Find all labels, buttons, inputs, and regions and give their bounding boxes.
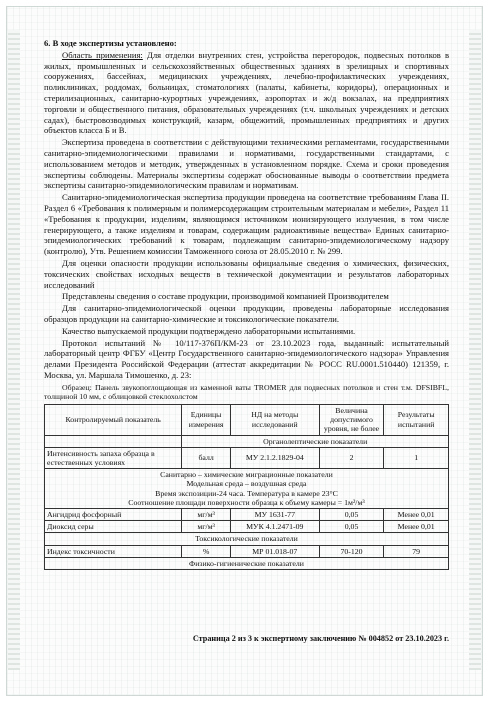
migration-note: Модельная среда – воздушная среда xyxy=(186,479,307,489)
cell-limit: 0,05 xyxy=(319,508,384,520)
scope-text: Для отделки внутренних стен, устройства перегородок, подвесных потолков в жилых, промышленных и сельскохозяйственных общественных зданиях в зрелищных и спортивных сооружениях, бассейнах, медицинских учреждениях, лечебно-профилактических учреждениях, поликлиниках, роддомах, больницах, стоматологиях (палаты, кабинеты, коридоры), операционных и стерилизационных, санитарно-курортных учреждениях, аэропортах и ж/д вокзалах, на предприятиях торговли и общественного питания, образовательных учреждениях (т.ч. школьных учреждениях и детских садах), быстровозводимых конструкций, казарм, общежитий, промышленных предприятиях и других объектов класса Б и В. xyxy=(44,49,450,136)
section-migration xyxy=(45,469,449,509)
header-indicator: Контролируемый показатель xyxy=(45,404,182,435)
table-section-row xyxy=(45,469,449,509)
cell-unit: мг/м³ xyxy=(182,521,230,533)
cell-result: Менее 0,01 xyxy=(384,521,449,533)
cell-method: МР 01.018-07 xyxy=(230,545,319,557)
header-unit: Единицы измерения xyxy=(182,404,230,435)
table-row xyxy=(45,521,449,533)
paragraph-protocol: Протокол испытаний № 10/117-376П/КМ-23 от 23.10.2023 года, выданный: испытательный лабораторный центр ФГБУ «Центр Государственного санитарно-эпидемиологического надзора» Управления делами Президента Российской Федерации (аттестат аккредитации № РОСС RU.0001.510440) 121359, г. Москва, ул. Маршала Тимошенко, д. 23: xyxy=(44,337,449,380)
cell-limit: 2 xyxy=(319,447,384,468)
paragraph-hazard: Для оценки опасности продукции использованы официальные сведения о химических, физических, токсических свойствах исходных веществ в технической документации и результатов лабораторных исследований xyxy=(44,257,449,290)
migration-title: Санитарно – химические миграционные показатели xyxy=(160,470,333,480)
section-organoleptic: Органолептические показатели xyxy=(182,435,449,447)
cell-limit: 0,05 xyxy=(319,521,384,533)
cell-limit: 70-120 xyxy=(319,545,384,557)
cell-unit: % xyxy=(182,545,230,557)
cell-result: 79 xyxy=(384,545,449,557)
header-method: НД на методы исследований xyxy=(230,404,319,435)
header-result: Результаты испытаний xyxy=(384,404,449,435)
section-title: 6. В ходе экспертизы установлено: xyxy=(44,38,177,48)
migration-note: Соотношение площади поверхности образца к объему камеры = 1м²/м³ xyxy=(128,497,365,507)
sample-caption: Образец: Панель звукопоглощающая из каменной ваты TROMER для подвесных потолков и стен т.м. DFSIBFL, толщиной 10 мм, с облицовкой стеклохолстом xyxy=(44,382,449,402)
cell-indicator: Индекс токсичности xyxy=(45,545,182,557)
table-section-row xyxy=(45,435,449,447)
cell-unit: мг/м³ xyxy=(182,508,230,520)
table-row xyxy=(45,545,449,557)
cell-indicator: Ангидрид фосфорный xyxy=(45,508,182,520)
migration-note: Время экспозиции-24 часа. Температура в камере 23°С xyxy=(155,488,338,498)
paragraph-quality: Качество выпускаемой продукции подтверждено лабораторными испытаниями. xyxy=(62,325,356,336)
results-table xyxy=(44,404,449,570)
table-row xyxy=(45,508,449,520)
cell-unit: балл xyxy=(182,447,230,468)
left-ornamental-border xyxy=(8,30,20,670)
document-body xyxy=(44,38,449,570)
scope-label: Область применения: xyxy=(62,49,143,60)
cell-indicator: Интенсивность запаха образца в естественных условиях xyxy=(45,447,182,468)
section-toxicology: Токсикологические показатели xyxy=(45,533,449,545)
cell-indicator: Диоксид серы xyxy=(45,521,182,533)
table-row xyxy=(45,447,449,468)
paragraph-requirements: Санитарно-эпидемиологическая экспертиза продукции проведена на соответствие требованиям Глава II. Раздел 6 «Требования к полимерным и полимерсодержащим строительным материалам и мебели», Раздел 11 «Требования к продукции, изделиям, являющимся источником ионизирующего излучения, в том числе генерирующего, а также изделиям и товарам, содержащим радиоактивные вещества» Единых санитарно-эпидемиологических требований к товарам, подлежащим санитарно-эпидемиологическому надзору (контролю), Утв. Решением комиссии Таможенного союза от 28.05.2010 г. № 299. xyxy=(44,192,449,257)
cell-method: МУК 4.1.2471-09 xyxy=(230,521,319,533)
cell-result: 1 xyxy=(384,447,449,468)
paragraph-expertise: Экспертиза проведена в соответствии с действующими техническими регламентами, государственными санитарно-эпидемиологическими правилами и нормативами, государственными стандартами, с использованием методов и методик, утвержденных в установленном порядке. Схема и сроки проведения экспертизы соблюдены. Материалы экспертизы содержат обоснованные выводы о соответствии предмета экспертизы санитарно-эпидемиологическим правилам и нормативам. xyxy=(44,137,449,191)
cell-method: МУ 2.1.2.1829-04 xyxy=(230,447,319,468)
cell-method: МУ 1631-77 xyxy=(230,508,319,520)
right-ornamental-border xyxy=(469,30,481,670)
cell-result: Менее 0,01 xyxy=(384,508,449,520)
paragraph-scope xyxy=(44,50,449,136)
paragraph-lab-tests: Для санитарно-эпидемиологической оценки продукции, проведены лабораторные исследования образцов продукции на санитарно-химические и токсикологические показатели. xyxy=(44,303,449,324)
paragraph-composition: Представлены сведения о составе продукции, производимой компанией Производителем xyxy=(62,291,389,302)
section-physical: Физико-гигиенические показатели xyxy=(45,557,449,569)
page-footer: Страница 2 из 3 к экспертному заключению № 004852 от 23.10.2023 г. xyxy=(192,634,449,643)
table-header-row xyxy=(45,404,449,435)
table-section-row xyxy=(45,533,449,545)
header-limit: Величина допустимого уровня, не более xyxy=(319,404,384,435)
table-section-row xyxy=(45,557,449,569)
